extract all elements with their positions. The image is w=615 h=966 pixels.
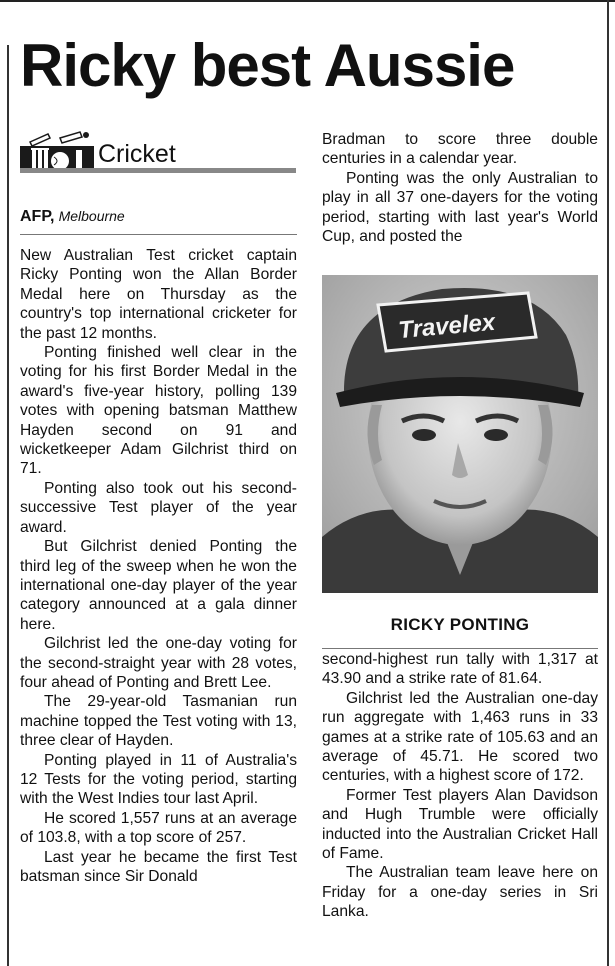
section-divider	[20, 168, 296, 173]
paragraph: Gilchrist led the one-day voting for the second-straight year with 28 votes, four ahead of Ponting and Brett Lee.	[20, 635, 297, 691]
article-column-2-bottom	[322, 650, 598, 922]
page-right-border	[607, 0, 609, 966]
cricket-bat-ball-stumps-icon	[20, 130, 95, 172]
paragraph: New Australian Test cricket captain Ricky Ponting won the Allan Border Medal here on Thursday as the country's top international cricketer for the past 12 months.	[20, 247, 297, 342]
player-photo	[322, 275, 598, 593]
section-label: Cricket	[98, 140, 176, 168]
paragraph: Ponting was the only Australian to play in all 37 one-dayers for the voting period, starting with last year's World Cup, and posted the	[322, 169, 598, 246]
byline-rule	[20, 234, 297, 235]
byline-place: Melbourne	[58, 208, 125, 224]
paragraph: But Gilchrist denied Ponting the third leg of the sweep when he won the international one-day player of the year category announced at a gala dinner here.	[20, 538, 297, 633]
paragraph: The 29-year-old Tasmanian run machine topped the Test voting with 13, three clear of Hayden.	[20, 693, 297, 750]
paragraph: The Australian team leave here on Friday for a one-day series in Sri Lanka.	[322, 864, 598, 921]
byline-agency: AFP,	[20, 208, 55, 225]
paragraph: Ponting played in 11 of Australia's 12 Tests for the voting period, starting with the West Indies tour last April.	[20, 751, 297, 808]
photo-caption: RICKY PONTING	[390, 615, 530, 634]
headline: Ricky best Aussie	[20, 32, 515, 99]
paragraph: Ponting also took out his second-successive Test player of the year award.	[20, 479, 297, 536]
cap-logo-text: Travelex	[397, 308, 497, 345]
paragraph: Bradman to score three double centuries in a calendar year.	[322, 131, 598, 168]
paragraph: Former Test players Alan Davidson and Hugh Trumble were officially inducted into the Australian Cricket Hall of Fame.	[322, 786, 598, 863]
paragraph: Last year he became the first Test batsman since Sir Donald	[20, 848, 297, 885]
caption-rule	[322, 648, 598, 649]
paragraph: He scored 1,557 runs at an average of 103.8, with a top score of 257.	[20, 809, 297, 847]
paragraph: second-highest run tally with 1,317 at 43.90 and a strike rate of 81.64.	[322, 651, 598, 688]
page-left-border	[7, 45, 9, 966]
byline	[20, 206, 125, 227]
article-column-1	[20, 246, 297, 886]
article-column-2-top	[322, 130, 598, 246]
page-top-border	[0, 0, 615, 2]
paragraph: Ponting finished well clear in the voting for his first Border Medal in the award's five-year history, polling 139 votes with opening batsman Matthew Hayden second on 91 and wicketkeeper Adam Gilchrist third on 71.	[20, 344, 297, 478]
paragraph: Gilchrist led the Australian one-day run aggregate with 1,463 runs in 33 games at a strike rate of 105.63 and an average of 45.71. He scored two centuries, with a highest score of 172.	[322, 689, 598, 785]
